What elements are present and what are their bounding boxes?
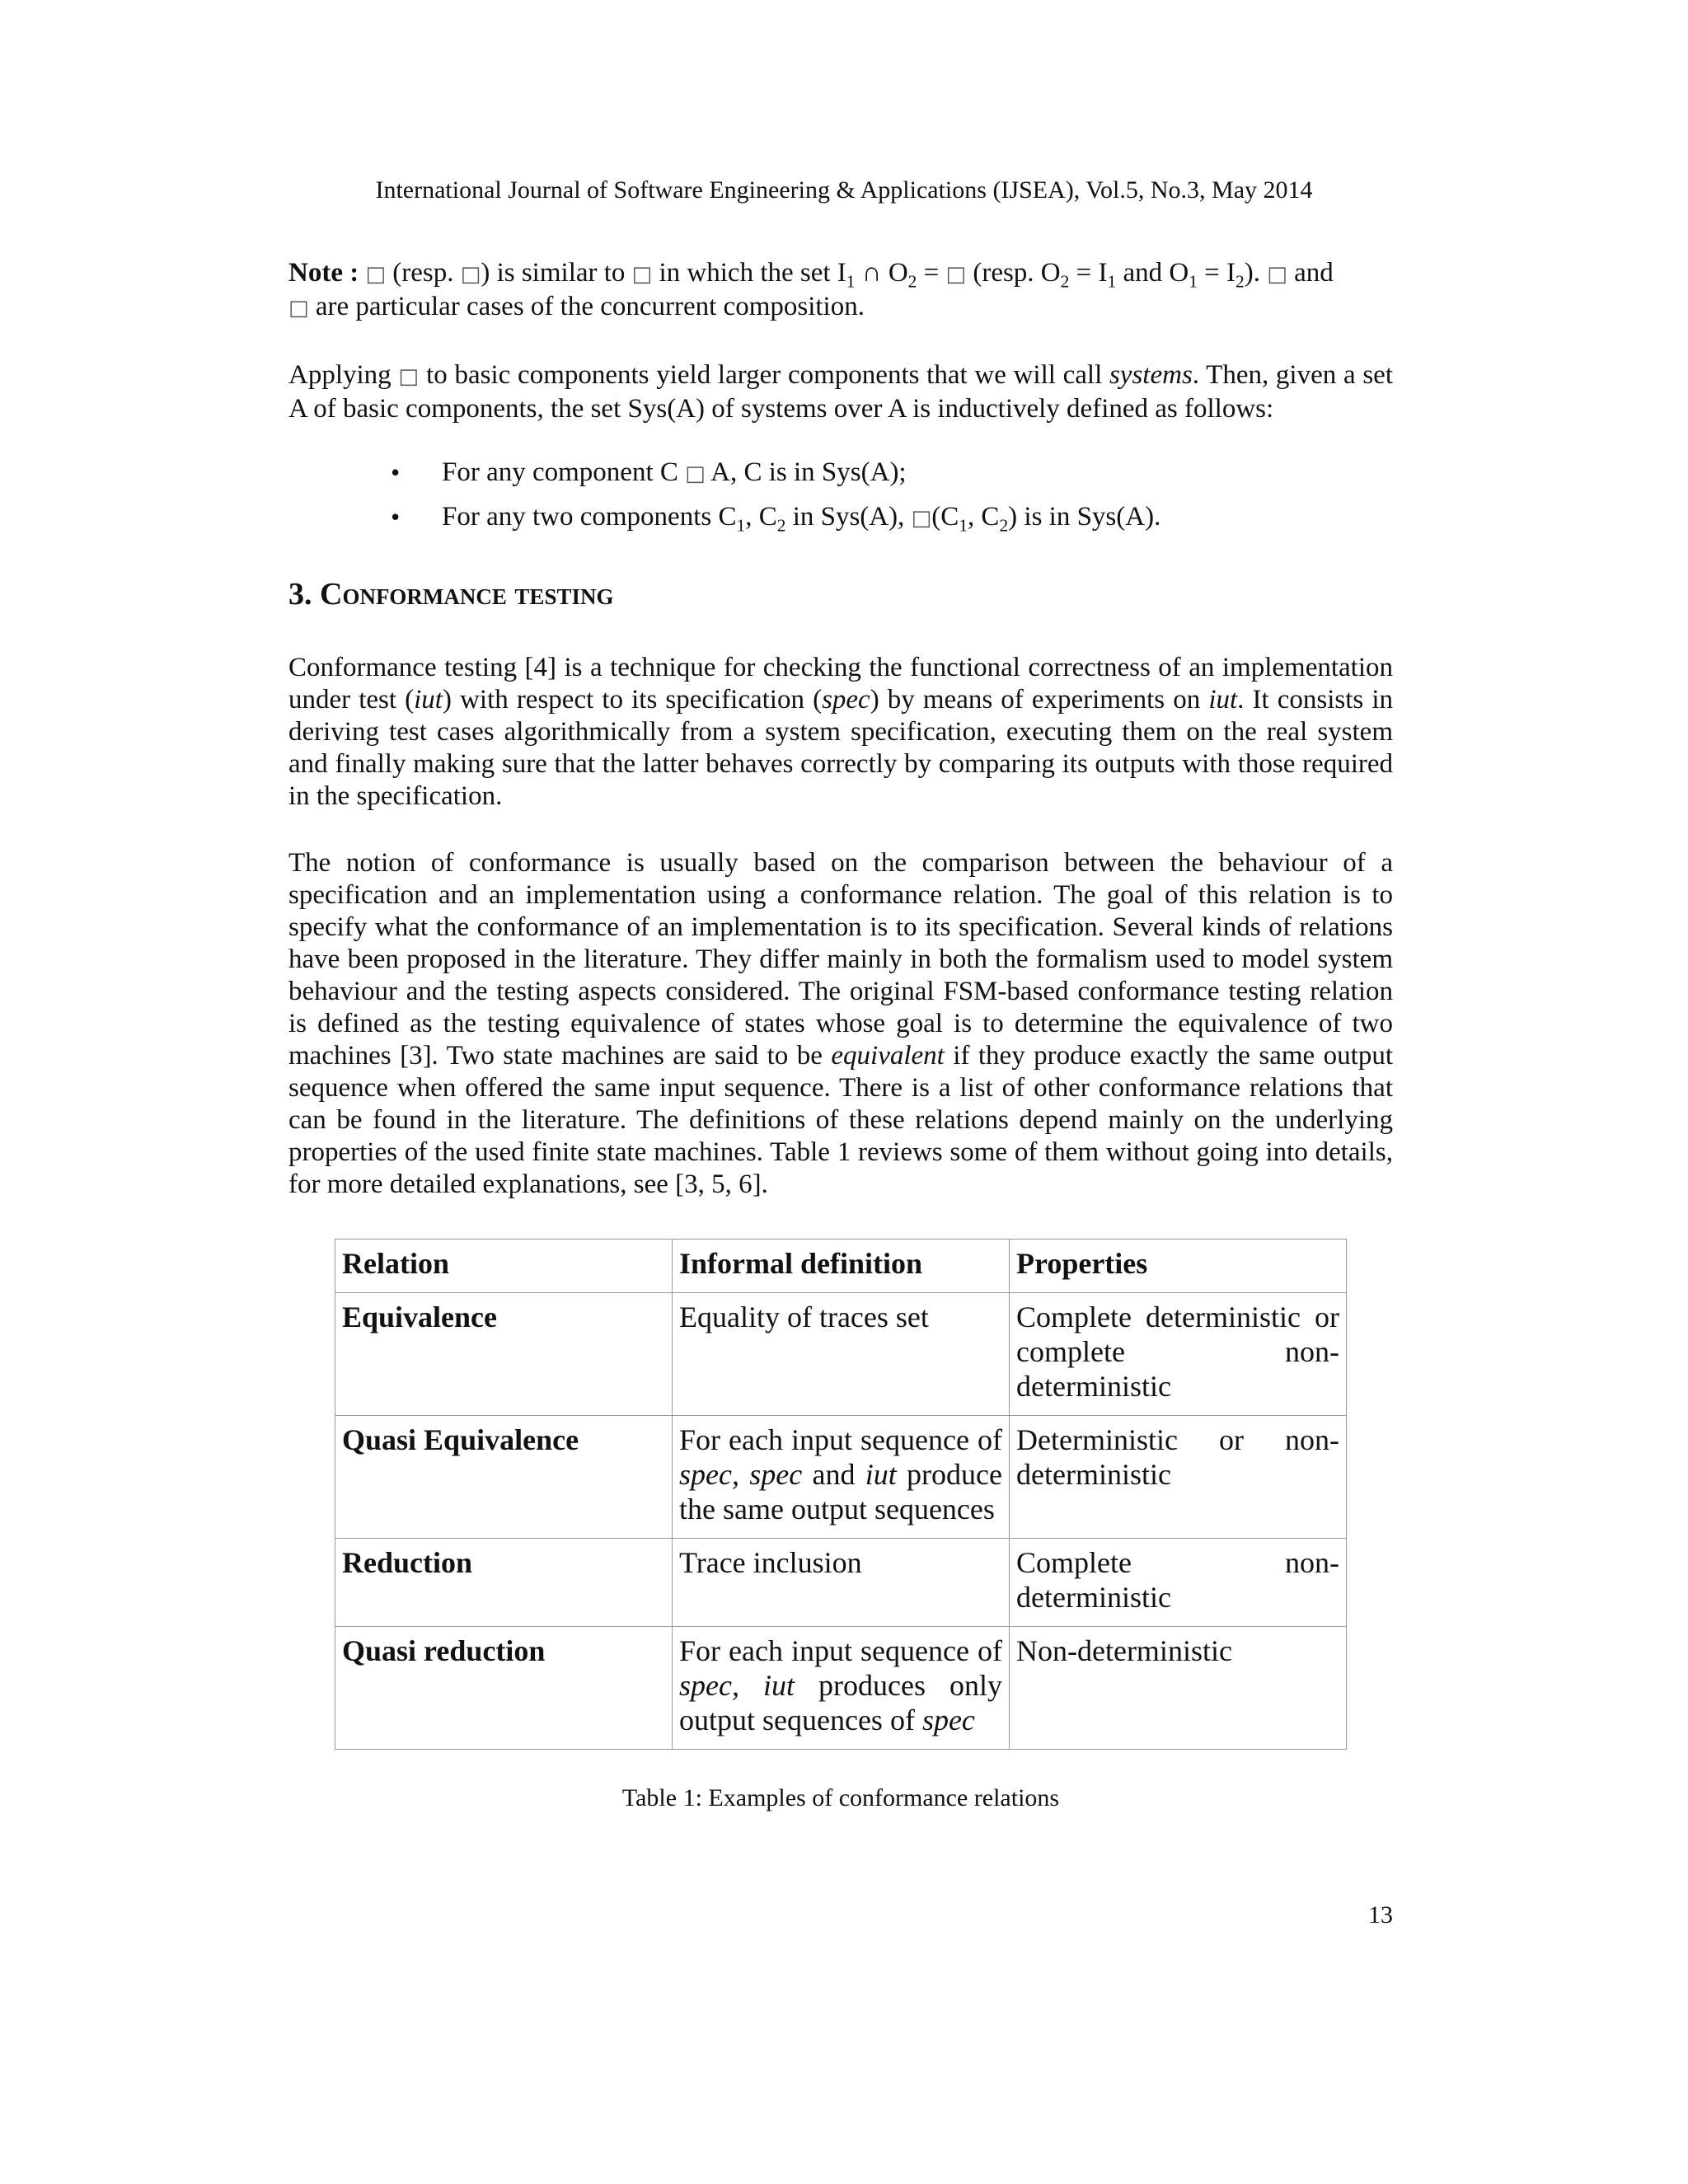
table-row xyxy=(335,1627,1347,1750)
note-paragraph: Note : □ (resp. □) is similar to □ in which the set $I_1$ ∩ $O_2$ = □ (resp. $O_2 = I_1$ and $O_1 = I_2$). □ and □ are particular cases of the concurrent composition. xyxy=(288,258,1334,321)
missing-symbol-icon: □ xyxy=(1267,262,1287,287)
column-header: Properties xyxy=(1010,1240,1347,1293)
table-header-row xyxy=(335,1240,1347,1293)
conformance-relations-table xyxy=(335,1239,1347,1750)
missing-symbol-icon: □ xyxy=(911,506,932,531)
definition-cell: Equality of traces set xyxy=(673,1293,1010,1416)
properties-cell: Deterministic or non-deterministic xyxy=(1010,1416,1347,1539)
table-caption: Table 1: Examples of conformance relations xyxy=(621,1784,1060,1811)
missing-symbol-icon: □ xyxy=(460,262,481,287)
section-heading: 3. Conformance testing xyxy=(288,577,614,612)
missing-symbol-icon: □ xyxy=(685,462,706,486)
relation-cell: Quasi Equivalence xyxy=(335,1416,673,1539)
conformance-paragraph: Conformance testing [4] is a technique for checking the functional correctness of an implementation under test (iut) with respect to its specification (spec) by means of experiments on iut. It consists in deriving test cases algorithmically from a system specification, executing them on the real system and finally making sure that the latter behaves correctly by comparing its outputs with those required in the specification. xyxy=(288,653,1394,811)
column-header: Informal definition xyxy=(673,1240,1010,1293)
page-number: 13 xyxy=(1368,1901,1393,1929)
definition-cell: For each input sequence of spec, spec and iut produce the same output sequences xyxy=(673,1416,1010,1539)
list-item: • For any component C □ A, C is in Sys(A); xyxy=(391,457,1393,490)
table-row xyxy=(335,1293,1347,1416)
missing-symbol-icon: □ xyxy=(288,296,309,321)
definition-cell: Trace inclusion xyxy=(673,1539,1010,1627)
table-row xyxy=(335,1416,1347,1539)
properties-cell: Complete deterministic or complete non-deterministic xyxy=(1010,1293,1347,1416)
column-header: Relation xyxy=(335,1240,673,1293)
missing-symbol-icon: □ xyxy=(945,262,967,287)
note-label: Note : xyxy=(288,258,359,288)
list-item: • For any two components $C_1$, $C_2$ in Sys(A), $□(C_1$, $C_2$) is in Sys(A). xyxy=(391,501,1393,535)
table-row xyxy=(335,1539,1347,1627)
relation-cell: Reduction xyxy=(335,1539,673,1627)
properties-cell: Complete non-deterministic xyxy=(1010,1539,1347,1627)
running-header: International Journal of Software Engineering & Applications (IJSEA), Vol.5, No.3, May 2014 xyxy=(375,176,1313,204)
notion-paragraph: The notion of conformance is usually based on the comparison between the behaviour of a specification and an implementation using a conformance relation. The goal of this relation is to specify what the conformance of an implementation is to its specification. Several kinds of relations have been proposed in the literature. They differ mainly in both the formalism used to model system behaviour and the testing aspects considered. The original FSM-based conformance testing relation is defined as the testing equivalence of states whose goal is to determine the equivalence of two machines [3]. Two state machines are said to be equivalent if they produce exactly the same output sequence when offered the same input sequence. There is a list of other conformance relations that can be found in the literature. The definitions of these relations depend mainly on the underlying properties of the used finite state machines. Table 1 reviews some of them without going into details, for more detailed explanations, see [3, 5, 6]. xyxy=(288,848,1393,1199)
definition-cell: For each input sequence of spec, iut produces only output sequences of spec xyxy=(673,1627,1010,1750)
missing-symbol-icon: □ xyxy=(398,364,420,389)
relation-cell: Quasi reduction xyxy=(335,1627,673,1750)
applying-paragraph: Applying □ to basic components yield larger components that we will call systems. Then, given a set A of basic components, the set Sys(A) of systems over A is inductively defined as follows: xyxy=(288,360,1393,424)
missing-symbol-icon: □ xyxy=(365,262,387,287)
properties-cell: Non-deterministic xyxy=(1010,1627,1347,1750)
missing-symbol-icon: □ xyxy=(631,262,653,287)
bullet-list xyxy=(288,457,1393,535)
relation-cell: Equivalence xyxy=(335,1293,673,1416)
page-body xyxy=(288,257,1393,1812)
